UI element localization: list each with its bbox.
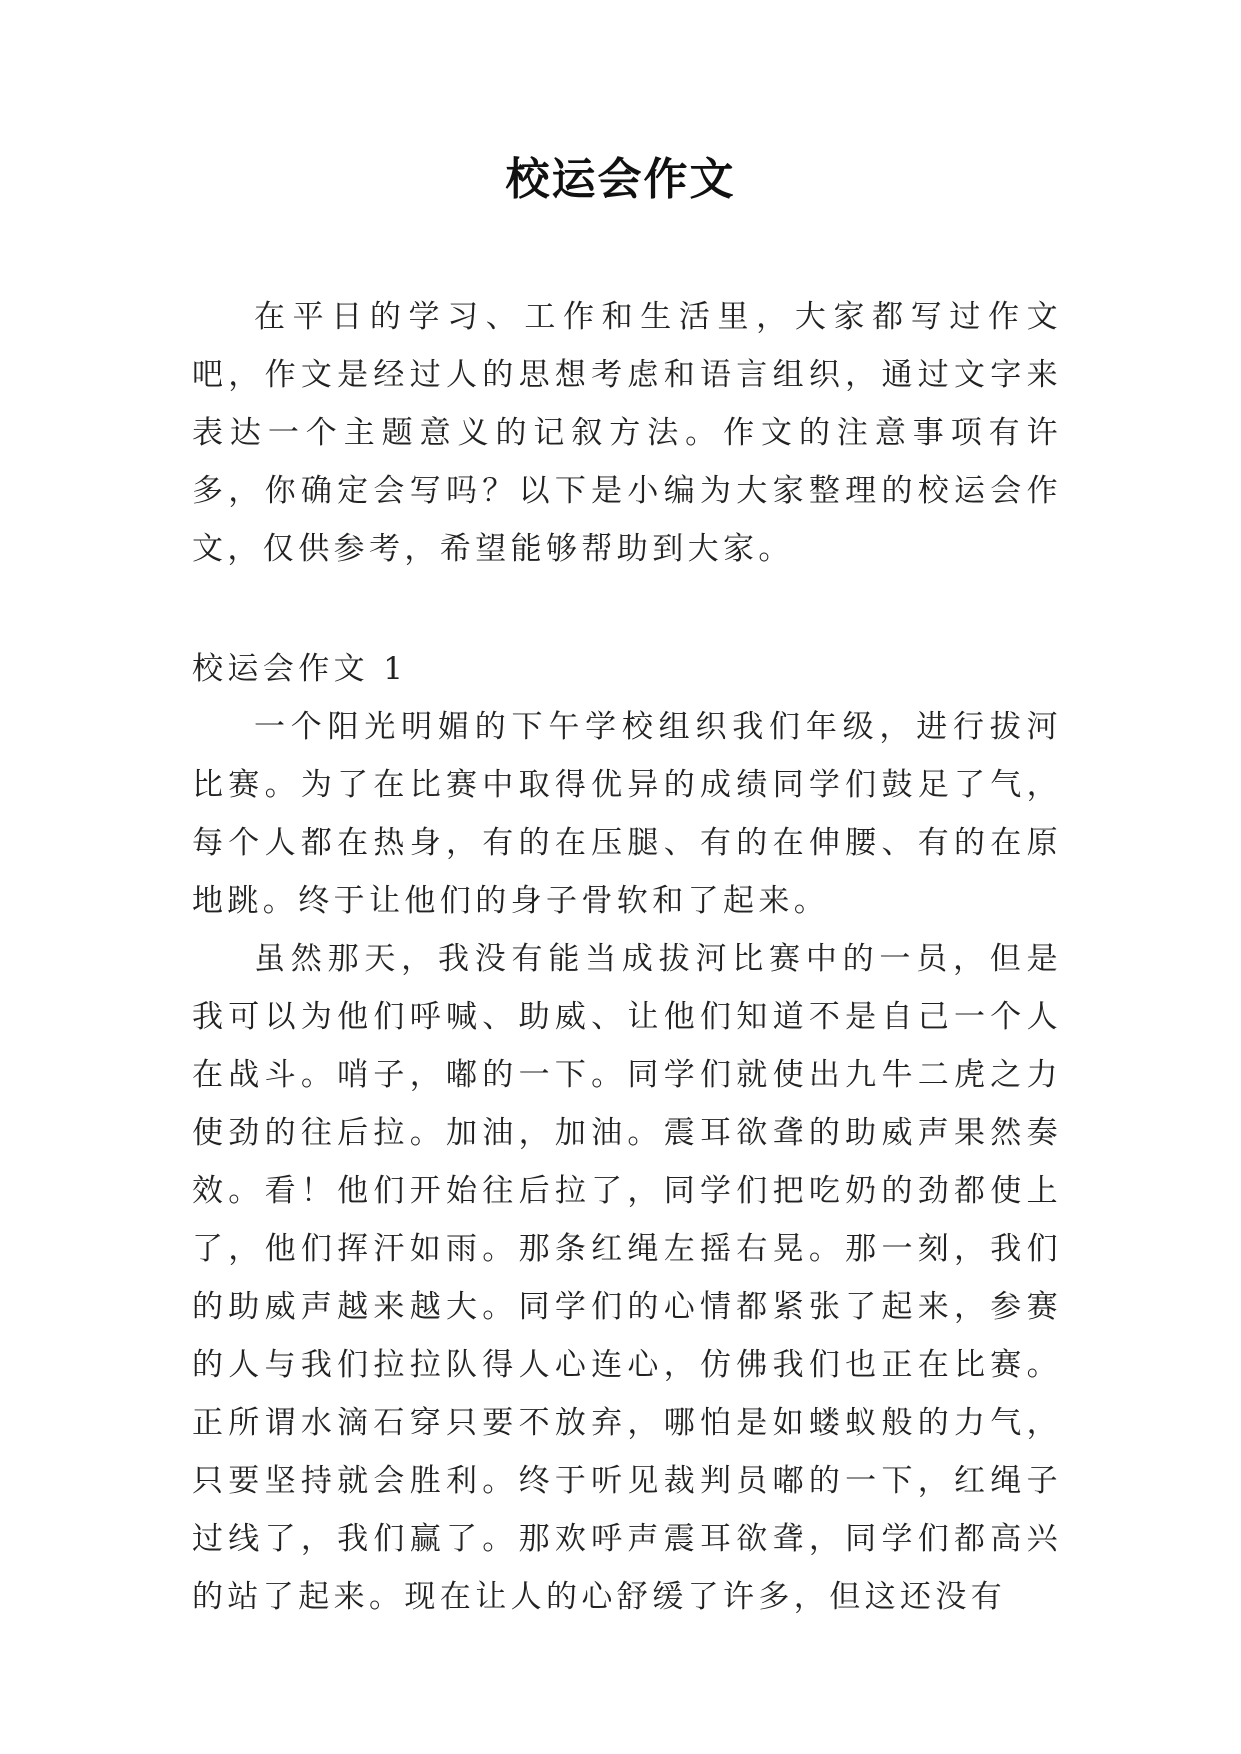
intro-section [192, 288, 1062, 578]
intro-paragraph: 在平日的学习、工作和生活里，大家都写过作文吧，作文是经过人的思想考虑和语言组织，通过文字来表达一个主题意义的记叙方法。作文的注意事项有许多，你确定会写吗？以下是小编为大家整理的校运会作文，仅供参考，希望能够帮助到大家。 [192, 299, 1062, 567]
document-title: 校运会作文 [505, 154, 736, 205]
section-heading: 校运会作文 1 [192, 651, 408, 687]
essay-paragraph-1: 一个阳光明媚的下午学校组织我们年级，进行拔河比赛。为了在比赛中取得优异的成绩同学们鼓足了气，每个人都在热身，有的在压腿、有的在伸腰、有的在原地跳。终于让他们的身子骨软和了起来。 [192, 709, 1062, 919]
essay-paragraph-2: 虽然那天，我没有能当成拔河比赛中的一员，但是我可以为他们呼喊、助威、让他们知道不是自己一个人在战斗。哨子，嘟的一下。同学们就使出九牛二虎之力使劲的往后拉。加油，加油。震耳欲聋的助威声果然奏效。看！他们开始往后拉了，同学们把吃奶的劲都使上了，他们挥汗如雨。那条红绳左摇右晃。那一刻，我们的助威声越来越大。同学们的心情都紧张了起来，参赛的人与我们拉拉队得人心连心，仿佛我们也正在比赛。正所谓水滴石穿只要不放弃，哪怕是如蝼蚁般的力气，只要坚持就会胜利。终于听见裁判员嘟的一下，红绳子过线了，我们赢了。那欢呼声震耳欲聋，同学们都高兴的站了起来。现在让人的心舒缓了许多，但这还没有 [192, 941, 1062, 1615]
essay-body [192, 698, 1062, 1626]
